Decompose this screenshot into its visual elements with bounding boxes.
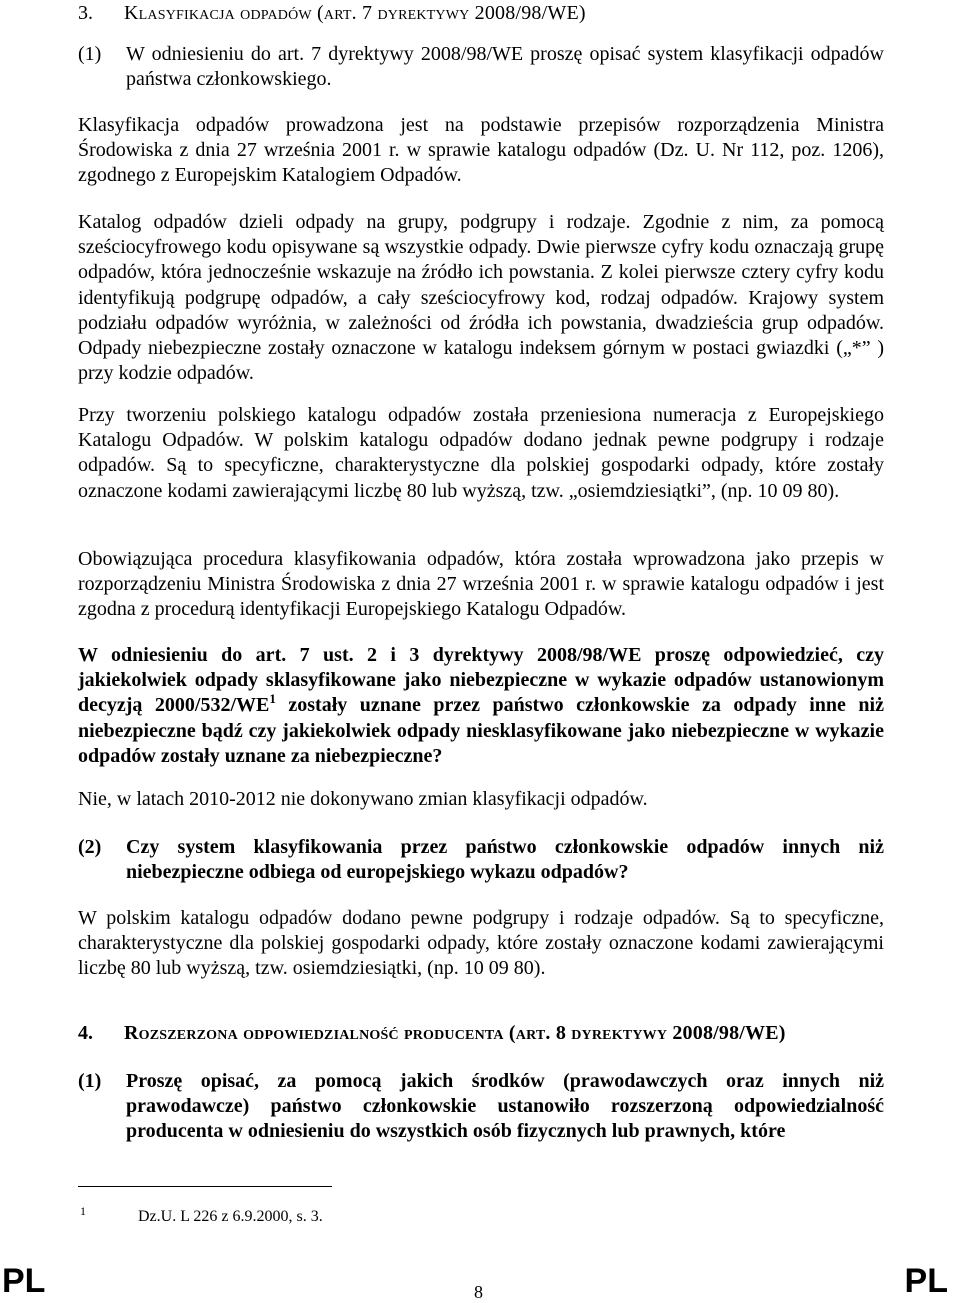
section-number: 4. <box>78 1022 93 1044</box>
paragraph-catalog-structure: Katalog odpadów dzieli odpady na grupy, podgrupy i rodzaje. Zgodnie z nim, za pomocą sześciocyfrowego kodu opisywane są wszystkie odpady. Dwie pierwsze cyfry kodu oznaczają grupę odpadów, która jednocześnie wskazuje na źródło ich powstania. Z kolei pierwsze cztery cyfry kodu identyfikują podgrupę odpadów, a cały sześciocyfrowy kod, rodzaj odpadów. Krajowy system podziału odpadów wyróżnia, w zależności od źródła ich powstania, dwadzieścia grup odpadów. Odpady niebezpieczne zostały oznaczone w katalogu indeksem górnym w postaci gwiazdki („*” ) przy kodzie odpadów. <box>78 211 884 385</box>
section-3-heading <box>78 2 586 25</box>
item-number: (2) <box>78 836 102 858</box>
question-part2: zostały uznane przez państwo członkowskie za odpady inne niż niebezpieczne bądź czy jakiekolwiek odpady niesklasyfikowane jako niebezpieczne w wykazie odpadów zostały uznane za niebezpieczne? <box>78 694 884 767</box>
question-art7 <box>78 643 884 769</box>
footnote-reference: 1 <box>269 690 276 706</box>
paragraph-classification-basis: Klasyfikacja odpadów prowadzona jest na podstawie przepisów rozporządzenia Ministra Środowiska z dnia 27 września 2001 r. w sprawie katalogu odpadów (Dz. U. Nr 112, poz. 1206), zgodnego z Europejskim Katalogiem Odpadów. <box>78 114 884 187</box>
footnote-separator <box>78 1186 332 1187</box>
footer-language-right: PL <box>904 1262 948 1300</box>
item-number: (1) <box>78 43 102 65</box>
item-2 <box>78 835 884 885</box>
answer-2: W polskim katalogu odpadów dodano pewne podgrupy i rodzaje odpadów. Są to specyficzne, charakterystyczne dla polskiej gospodarki odpady, które zostały oznaczone kodami zawierającymi liczbę 80 lub wyższą, tzw. osiemdziesiątki, (np. 10 09 80). <box>78 907 884 980</box>
section-4-heading <box>78 1022 786 1045</box>
answer-1: Nie, w latach 2010-2012 nie dokonywano zmian klasyfikacji odpadów. <box>78 788 648 810</box>
question-part1: W odniesieniu do art. 7 ust. 2 i 3 dyrektywy 2008/98/WE proszę odpowiedzieć, czy jakiekolwiek odpady sklasyfikowane jako niebezpieczne w wykazie odpadów ustanowionym decyzją 2000/532/WE <box>78 644 884 717</box>
section-title: Rozszerzona odpowiedzialność producenta (art. 8 dyrektywy 2008/98/WE) <box>124 1022 786 1044</box>
item-number: (1) <box>78 1070 102 1092</box>
item-text: W odniesieniu do art. 7 dyrektywy 2008/98/WE proszę opisać system klasyfikacji odpadów państwa członkowskiego. <box>126 43 884 90</box>
paragraph-procedure: Obowiązująca procedura klasyfikowania odpadów, która została wprowadzona jako przepis w rozporządzeniu Ministra Środowiska z dnia 27 września 2001 r. w sprawie katalogu odpadów i jest zgodna z procedurą identyfikacji Europejskiego Katalogu Odpadów. <box>78 548 884 621</box>
item-text: Proszę opisać, za pomocą jakich środków (prawodawczych oraz innych niż prawodawcze) państwo członkowskie ustanowiło rozszerzoną odpowiedzialność producenta w odniesieniu do wszystkich osób fizycznych lub prawnych, które <box>126 1070 884 1142</box>
page-number: 8 <box>474 1282 483 1302</box>
footnote-mark: 1 <box>80 1204 86 1218</box>
footer-language-left: PL <box>2 1262 46 1300</box>
paragraph-polish-catalog: Przy tworzeniu polskiego katalogu odpadów została przeniesiona numeracja z Europejskiego Katalogu Odpadów. W polskim katalogu odpadów dodano jednak pewne podgrupy i rodzaje odpadów. Są to specyficzne, charakterystyczne dla polskiej gospodarki odpady, które zostały oznaczone kodami zawierającymi liczbę 80 lub wyższą, tzw. „osiemdziesiątki”, (np. 10 09 80). <box>78 404 884 502</box>
item-1 <box>78 42 884 92</box>
item-text: Czy system klasyfikowania przez państwo członkowskie odpadów innych niż niebezpieczne odbiega od europejskiego wykazu odpadów? <box>126 836 884 883</box>
item-4-1 <box>78 1069 884 1144</box>
section-title: Klasyfikacja odpadów (art. 7 dyrektywy 2008/98/WE) <box>124 2 586 24</box>
section-number: 3. <box>78 2 93 24</box>
footnote-text: Dz.U. L 226 z 6.9.2000, s. 3. <box>138 1208 323 1225</box>
